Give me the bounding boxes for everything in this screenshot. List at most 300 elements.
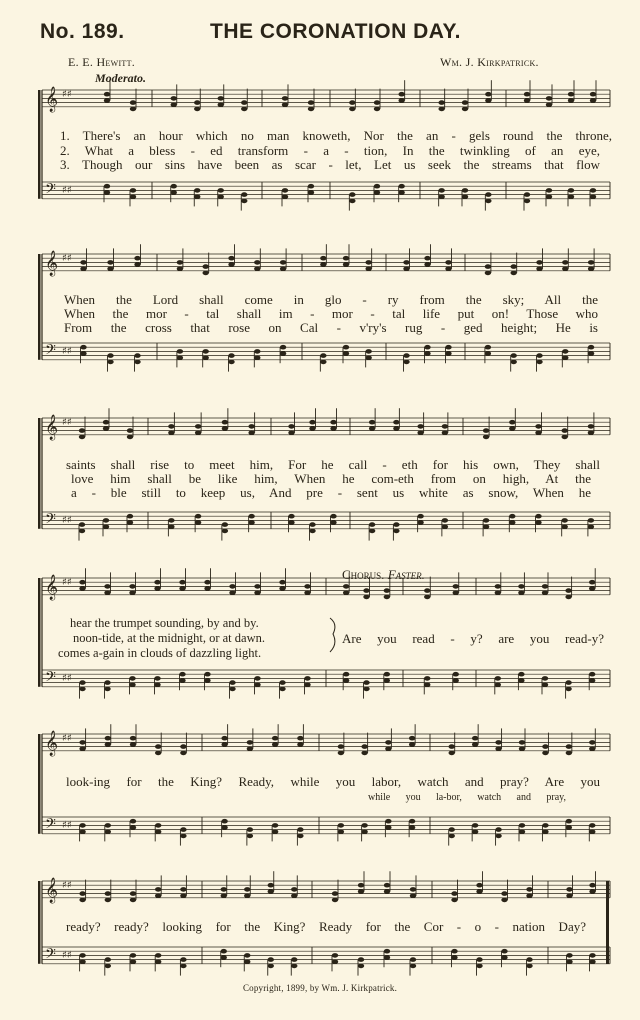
treble-clef-icon: 𝄞 — [45, 731, 59, 756]
note-head — [304, 676, 310, 681]
note-head — [369, 426, 375, 431]
note-head — [546, 102, 552, 107]
note-head — [566, 953, 572, 958]
note-head — [221, 736, 227, 741]
lyric-verse-3: a - ble still to keep us, And pre - sent us white as snow, When he — [71, 485, 591, 500]
note-head — [485, 192, 491, 197]
note-head — [291, 887, 297, 892]
note-head — [384, 672, 390, 677]
note-head — [179, 586, 185, 591]
note-head — [589, 580, 595, 585]
lyric-verse-1: hear the trumpet sounding, by and by. — [70, 616, 259, 630]
note-head — [343, 345, 349, 350]
note-head — [589, 829, 595, 834]
note-head — [472, 823, 478, 828]
note-head — [130, 188, 136, 193]
note-head — [365, 266, 371, 271]
note-head — [204, 580, 210, 585]
note-head — [104, 680, 110, 685]
note-head — [221, 893, 227, 898]
note-head — [343, 262, 349, 267]
note-head — [349, 100, 355, 105]
note-head — [445, 260, 451, 265]
note-head — [398, 98, 404, 103]
note-head — [134, 262, 140, 267]
note-head — [105, 823, 111, 828]
note-head — [476, 964, 482, 969]
note-head — [566, 819, 572, 824]
note-head — [104, 184, 110, 189]
note-head — [535, 424, 541, 429]
treble-clef-icon: 𝄞 — [45, 87, 59, 112]
note-head — [297, 742, 303, 747]
note-head — [424, 595, 430, 600]
note-head — [309, 420, 315, 425]
note-head — [589, 672, 595, 677]
note-head — [282, 194, 288, 199]
key-signature-sharps: ♯♯ — [62, 880, 72, 891]
note-head — [445, 345, 451, 350]
note-head — [361, 823, 367, 828]
hymn-title: THE CORONATION DAY. — [210, 20, 462, 43]
note-head — [588, 430, 594, 435]
note-head — [453, 590, 459, 595]
note-head — [546, 194, 552, 199]
note-head — [308, 184, 314, 189]
note-head — [442, 424, 448, 429]
key-signature-sharps: ♯♯ — [62, 733, 72, 744]
note-head — [451, 955, 457, 960]
note-head — [385, 819, 391, 824]
note-head — [495, 682, 501, 687]
note-head — [104, 92, 110, 97]
note-head — [79, 586, 85, 591]
note-head — [203, 271, 209, 276]
note-head — [410, 957, 416, 962]
note-head — [483, 428, 489, 433]
note-head — [229, 687, 235, 692]
note-head — [195, 520, 201, 525]
note-head — [509, 426, 515, 431]
note-head — [279, 680, 285, 685]
note-head — [218, 96, 224, 101]
note-head — [566, 744, 572, 749]
note-head — [79, 953, 85, 958]
note-head — [363, 687, 369, 692]
note-head — [589, 883, 595, 888]
note-head — [445, 266, 451, 271]
note-head — [409, 819, 415, 824]
note-head — [589, 953, 595, 958]
key-signature-sharps: ♯♯ — [62, 89, 72, 100]
note-head — [509, 514, 515, 519]
note-head — [589, 959, 595, 964]
note-head — [565, 680, 571, 685]
note-head — [79, 580, 85, 585]
note-head — [105, 964, 111, 969]
note-head — [80, 266, 86, 271]
note-head — [222, 522, 228, 527]
note-head — [384, 949, 390, 954]
note-head — [168, 524, 174, 529]
note-head — [228, 353, 234, 358]
note-head — [495, 584, 501, 589]
note-head — [180, 751, 186, 756]
note-head — [204, 678, 210, 683]
note-head — [424, 676, 430, 681]
note-head — [79, 746, 85, 751]
note-head — [588, 518, 594, 523]
note-head — [365, 355, 371, 360]
note-head — [254, 590, 260, 595]
note-head — [332, 953, 338, 958]
note-head — [155, 751, 161, 756]
chorus-lyric: Are you read - y? are you read-y? — [342, 631, 604, 646]
bass-clef-icon: 𝄢 — [45, 816, 56, 836]
note-head — [79, 529, 85, 534]
note-head — [526, 887, 532, 892]
note-head — [134, 360, 140, 365]
lyric-verse-3: comes a-gain in clouds of dazzling light. — [58, 646, 262, 660]
note-head — [495, 827, 501, 832]
note-head — [403, 360, 409, 365]
note-head — [171, 190, 177, 195]
note-head — [288, 430, 294, 435]
note-head — [155, 953, 161, 958]
note-head — [453, 672, 459, 677]
note-head — [279, 586, 285, 591]
note-head — [562, 428, 568, 433]
note-head — [495, 676, 501, 681]
note-head — [79, 428, 85, 433]
note-head — [358, 883, 364, 888]
note-head — [244, 959, 250, 964]
note-head — [127, 514, 133, 519]
note-head — [221, 887, 227, 892]
note-head — [222, 420, 228, 425]
note-head — [384, 883, 390, 888]
bass-clef-icon: 𝄢 — [45, 946, 56, 966]
note-head — [374, 190, 380, 195]
note-head — [194, 100, 200, 105]
note-head — [524, 192, 530, 197]
note-head — [566, 825, 572, 830]
note-head — [177, 349, 183, 354]
lyric-verse-3: From the cross that rose on Cal - v'ry's rug - ged height; He is — [64, 320, 598, 335]
note-head — [304, 590, 310, 595]
note-head — [462, 194, 468, 199]
note-head — [107, 353, 113, 358]
note-head — [104, 584, 110, 589]
note-head — [282, 96, 288, 101]
note-head — [472, 736, 478, 741]
note-head — [127, 435, 133, 440]
note-head — [268, 957, 274, 962]
note-head — [105, 829, 111, 834]
note-head — [476, 957, 482, 962]
note-head — [438, 100, 444, 105]
note-head — [519, 746, 525, 751]
note-head — [358, 964, 364, 969]
note-head — [241, 100, 247, 105]
note-head — [330, 514, 336, 519]
note-head — [155, 887, 161, 892]
treble-clef-icon: 𝄞 — [45, 415, 59, 440]
note-head — [536, 260, 542, 265]
note-head — [384, 595, 390, 600]
lyric-verse-1: When the Lord shall come in glo - ry from the sky; All the — [64, 292, 598, 307]
note-head — [168, 424, 174, 429]
key-signature-sharps: ♯♯ — [62, 673, 72, 684]
system-bracket — [38, 418, 41, 529]
note-head — [304, 682, 310, 687]
note-head — [485, 199, 491, 204]
note-head — [424, 345, 430, 350]
note-head — [179, 678, 185, 683]
note-head — [343, 672, 349, 677]
note-head — [409, 736, 415, 741]
note-head — [590, 188, 596, 193]
note-head — [288, 514, 294, 519]
note-head — [332, 898, 338, 903]
note-head — [424, 262, 430, 267]
system-bracket — [38, 578, 41, 687]
note-head — [309, 426, 315, 431]
note-head — [272, 823, 278, 828]
note-head — [154, 580, 160, 585]
note-head — [374, 107, 380, 112]
note-head — [79, 680, 85, 685]
note-head — [365, 349, 371, 354]
note-head — [155, 829, 161, 834]
note-head — [282, 188, 288, 193]
lyric-verse-2: noon-tide, at the midnight, or at dawn. — [73, 631, 265, 645]
note-head — [524, 199, 530, 204]
key-signature-sharps: ♯♯ — [62, 577, 72, 588]
note-head — [562, 355, 568, 360]
note-head — [536, 266, 542, 271]
note-head — [272, 736, 278, 741]
note-head — [254, 355, 260, 360]
note-head — [445, 351, 451, 356]
note-head — [254, 676, 260, 681]
bass-clef-icon: 𝄢 — [45, 342, 56, 362]
bass-clef-icon: 𝄢 — [45, 181, 56, 201]
note-head — [449, 827, 455, 832]
note-head — [203, 349, 209, 354]
key-signature-sharps: ♯♯ — [62, 253, 72, 264]
note-head — [417, 514, 423, 519]
note-head — [343, 584, 349, 589]
note-head — [453, 584, 459, 589]
lyric-brace — [330, 618, 335, 652]
note-head — [195, 424, 201, 429]
note-head — [222, 426, 228, 431]
note-head — [79, 435, 85, 440]
note-head — [218, 188, 224, 193]
key-signature-sharps: ♯♯ — [62, 185, 72, 196]
note-head — [168, 518, 174, 523]
note-head — [130, 107, 136, 112]
note-head — [241, 107, 247, 112]
note-head — [79, 522, 85, 527]
note-head — [398, 184, 404, 189]
note-head — [221, 825, 227, 830]
note-head — [254, 584, 260, 589]
note-head — [309, 522, 315, 527]
note-head — [229, 584, 235, 589]
note-head — [297, 827, 303, 832]
system-bracket — [38, 881, 41, 964]
treble-clef-icon: 𝄞 — [45, 575, 59, 600]
note-head — [80, 351, 86, 356]
note-head — [438, 194, 444, 199]
note-head — [361, 744, 367, 749]
note-head — [105, 891, 111, 896]
note-head — [485, 345, 491, 350]
note-head — [518, 672, 524, 677]
note-head — [511, 271, 517, 276]
note-head — [282, 102, 288, 107]
note-head — [130, 953, 136, 958]
note-head — [254, 266, 260, 271]
note-head — [393, 529, 399, 534]
note-head — [247, 834, 253, 839]
note-head — [542, 682, 548, 687]
note-head — [385, 825, 391, 830]
note-head — [546, 188, 552, 193]
note-head — [291, 964, 297, 969]
note-head — [105, 736, 111, 741]
note-head — [542, 744, 548, 749]
note-head — [526, 964, 532, 969]
hymn-number: No. 189. — [40, 20, 125, 43]
note-head — [248, 430, 254, 435]
note-head — [518, 584, 524, 589]
note-head — [363, 680, 369, 685]
note-head — [180, 957, 186, 962]
note-head — [403, 260, 409, 265]
note-head — [485, 92, 491, 97]
note-head — [449, 751, 455, 756]
bass-clef-icon: 𝄢 — [45, 669, 56, 689]
lyric-verse-1: saints shall rise to meet him, For he call - eth for his own, They shall — [66, 457, 600, 472]
note-head — [103, 426, 109, 431]
note-head — [105, 957, 111, 962]
note-head — [343, 590, 349, 595]
note-head — [536, 353, 542, 358]
note-head — [177, 355, 183, 360]
note-head — [268, 889, 274, 894]
note-head — [358, 889, 364, 894]
note-head — [442, 430, 448, 435]
note-head — [180, 887, 186, 892]
note-head — [542, 590, 548, 595]
note-head — [542, 751, 548, 756]
note-head — [519, 823, 525, 828]
note-head — [103, 420, 109, 425]
bass-clef-icon: 𝄢 — [45, 511, 56, 531]
note-head — [229, 590, 235, 595]
note-head — [535, 430, 541, 435]
note-head — [195, 514, 201, 519]
note-head — [588, 524, 594, 529]
note-head — [221, 819, 227, 824]
note-head — [449, 834, 455, 839]
note-head — [442, 524, 448, 529]
note-head — [247, 740, 253, 745]
key-signature-sharps: ♯♯ — [62, 820, 72, 831]
note-head — [409, 825, 415, 830]
lyric-verse-2: 2. What a bless - ed transform - a - tion, In the twinkling of an eye, — [60, 143, 600, 158]
note-head — [588, 260, 594, 265]
note-head — [279, 580, 285, 585]
note-head — [409, 742, 415, 747]
note-head — [79, 829, 85, 834]
note-head — [338, 751, 344, 756]
note-head — [155, 893, 161, 898]
note-head — [509, 520, 515, 525]
note-head — [568, 188, 574, 193]
note-head — [332, 959, 338, 964]
note-head — [562, 435, 568, 440]
note-head — [589, 823, 595, 828]
note-head — [483, 518, 489, 523]
lyric-verse-1: 1. There's an hour which no man knoweth, Nor the an - gels round the throne, — [60, 128, 612, 143]
note-head — [472, 742, 478, 747]
note-head — [361, 751, 367, 756]
note-head — [451, 949, 457, 954]
note-head — [308, 100, 314, 105]
note-head — [177, 260, 183, 265]
note-head — [542, 584, 548, 589]
note-head — [320, 360, 326, 365]
note-head — [385, 746, 391, 751]
note-head — [462, 100, 468, 105]
note-head — [129, 590, 135, 595]
note-head — [134, 256, 140, 261]
note-head — [104, 190, 110, 195]
echo-lyric: while you la-bor, watch and pray, — [368, 792, 566, 803]
note-head — [228, 256, 234, 261]
note-head — [308, 190, 314, 195]
note-head — [268, 883, 274, 888]
note-head — [221, 742, 227, 747]
note-head — [384, 678, 390, 683]
note-head — [155, 744, 161, 749]
note-head — [343, 678, 349, 683]
note-head — [155, 823, 161, 828]
note-head — [501, 891, 507, 896]
key-signature-sharps: ♯♯ — [62, 346, 72, 357]
composer-credit: Wm. J. Kirkpatrick. — [440, 55, 539, 69]
note-head — [288, 424, 294, 429]
note-head — [248, 514, 254, 519]
lyric-verse-3: 3. Though our sins have been as scar - let, Let us seek the streams that flow — [60, 157, 600, 172]
note-head — [280, 260, 286, 265]
note-head — [410, 964, 416, 969]
note-head — [272, 829, 278, 834]
note-head — [462, 188, 468, 193]
note-head — [130, 100, 136, 105]
note-head — [179, 672, 185, 677]
note-head — [221, 949, 227, 954]
note-head — [320, 353, 326, 358]
note-head — [483, 435, 489, 440]
note-head — [524, 92, 530, 97]
note-head — [228, 360, 234, 365]
note-head — [180, 964, 186, 969]
